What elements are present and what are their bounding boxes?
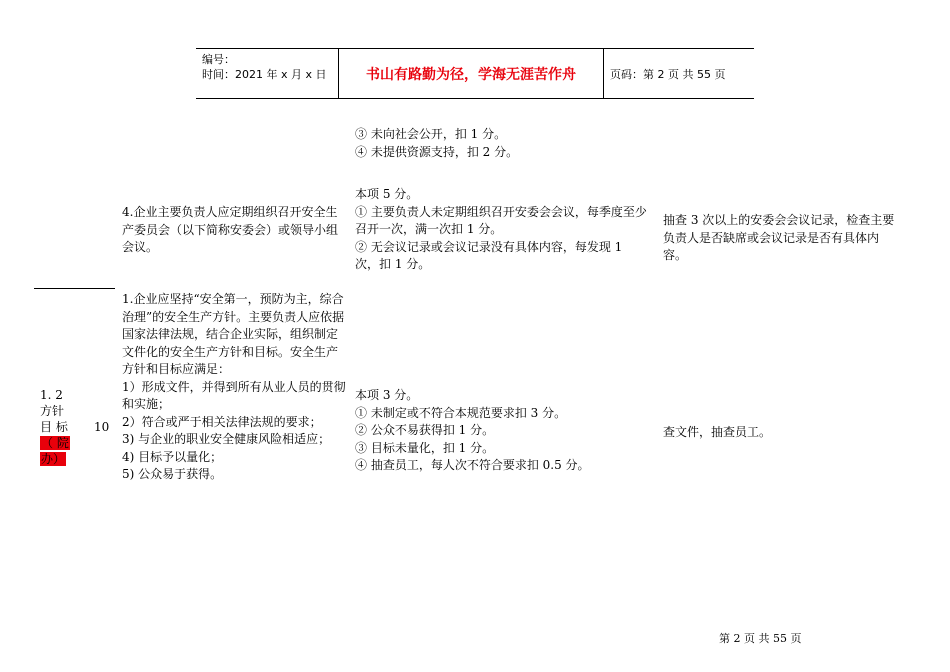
header-motto: 书山有路勤为径，学海无涯苦作舟 [366,67,576,83]
section-title-line2: 目 标 [40,420,68,434]
list-item: 1）形成文件，并得到所有从业人员的贯彻和实施； [122,379,346,411]
list-item: 3) 与企业的职业安全健康风险相适应； [122,432,331,446]
list-item: 本项 5 分。 [355,187,419,201]
code-label: 编号： [202,53,235,66]
page-header [196,48,754,99]
list-item: 2）符合或严于相关法律法规的要求； [122,414,322,429]
meeting-method: 抽查 3 次以上的安委会会议记录，检查主要负责人是否缺席或会议记录是否有具体内容。 [663,213,895,262]
time-label: 时间：2021 年 x 月 x 日 [202,68,327,81]
policy-scoring [355,387,647,475]
list-item: ② 无会议记录或会议记录没有具体内容，每发现 1 次，扣 1 分。 [355,239,623,271]
list-item: ① 主要负责人未定期组织召开安委会会议，每季度至少召开一次，满一次扣 1 分。 [355,204,647,236]
meeting-scoring [355,186,647,274]
list-item: 本项 3 分。 [355,388,419,402]
list-item: 1.企业应坚持“安全第一，预防为主，综合治理”的安全生产方针。主要负责人应依据国家法律法规，结合企业实际，组织制定文件化的安全生产方针和目标。安全生产方针和目标应满足： [122,292,345,376]
list-item: ④ 未提供资源支持，扣 2 分。 [355,144,519,159]
section-label [40,387,120,467]
list-item: ③ 目标未量化，扣 1 分。 [355,440,495,455]
list-item: 5) 公众易于获得。 [122,467,223,481]
policy-requirement [122,291,348,484]
section-tag-line2: 办） [41,452,66,466]
header-page-label: 页码：第 2 页 共 55 页 [610,68,726,81]
page-footer: 第 2 页 共 55 页 [719,632,802,645]
policy-method: 查文件，抽查员工。 [663,425,772,439]
meeting-requirement: 4.企业主要负责人应定期组织召开安全生产委员会（以下简称安委会）或领导小组会议。 [122,205,339,254]
prev-row-scoring [355,126,645,161]
list-item: 4) 目标予以量化； [122,449,223,464]
section-title-line1: 方针 [40,404,65,418]
header-divider [603,49,604,98]
section-score: 10 [94,420,110,434]
list-item: ① 未制定或不符合本规范要求扣 3 分。 [355,405,567,420]
section-tag-line1: （ 院 [41,436,69,450]
section-number: 1. 2 [40,388,63,402]
list-item: ④ 抽查员工，每人次不符合要求扣 0.5 分。 [355,458,590,472]
list-item: ③ 未向社会公开，扣 1 分。 [355,127,507,141]
header-meta [202,52,327,82]
list-item: ② 公众不易获得扣 1 分。 [355,423,495,437]
section-divider [34,288,115,289]
